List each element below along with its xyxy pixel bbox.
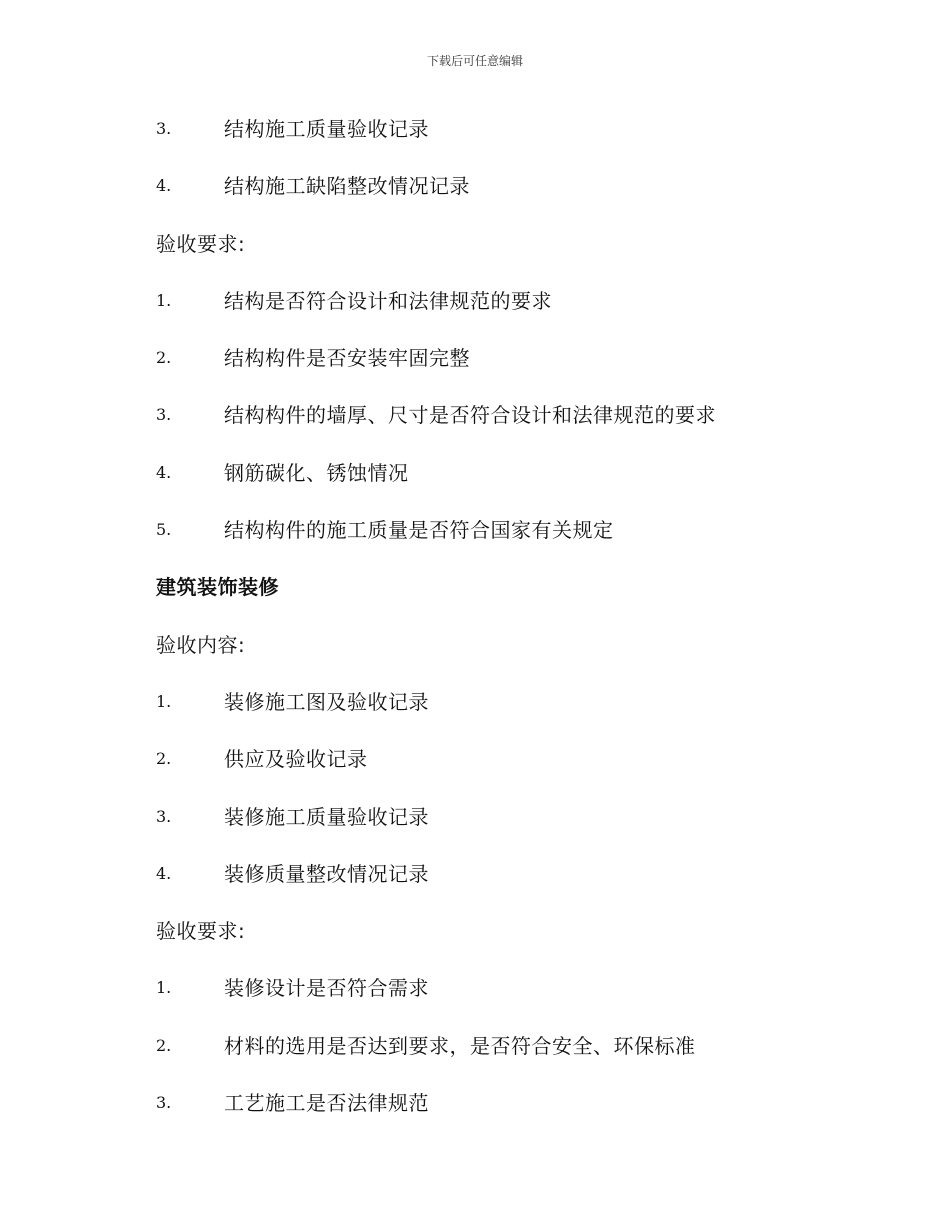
list-item: [156, 171, 856, 228]
list-number: 4.: [156, 176, 172, 196]
list-text: 装修施工质量验收记录: [224, 804, 429, 829]
list-text: 结构是否符合设计和法律规范的要求: [224, 288, 552, 313]
list-item: [156, 515, 856, 572]
list-number: 3.: [156, 1093, 172, 1113]
list-number: 3.: [156, 405, 172, 425]
list-text: 装修设计是否符合需求: [224, 976, 429, 1001]
document-body: [156, 114, 856, 1145]
list-number: 1.: [156, 691, 172, 711]
section-label: 验收内容:: [156, 632, 246, 657]
list-text: 供应及验收记录: [224, 747, 368, 772]
requirements-label: [156, 916, 856, 973]
requirements-label: [156, 229, 856, 286]
list-number: 2.: [156, 1035, 172, 1055]
section-heading: [156, 572, 856, 629]
list-item: [156, 286, 856, 343]
section-label: 验收要求:: [156, 919, 246, 944]
list-text: 结构构件的施工质量是否符合国家有关规定: [224, 518, 614, 543]
list-number: 5.: [156, 520, 172, 540]
list-number: 3.: [156, 806, 172, 826]
list-text: 结构构件的墙厚、尺寸是否符合设计和法律规范的要求: [224, 403, 716, 428]
page-header: 下载后可任意编辑: [426, 54, 523, 68]
list-text: 结构构件是否安装牢固完整: [224, 346, 470, 371]
list-number: 2.: [156, 749, 172, 769]
section-label: 验收要求:: [156, 231, 246, 256]
list-item: [156, 343, 856, 400]
list-text: 装修质量整改情况记录: [224, 861, 429, 886]
list-number: 4.: [156, 462, 172, 482]
list-item: [156, 400, 856, 457]
list-text: 结构施工质量验收记录: [224, 117, 429, 141]
list-item: [156, 1031, 856, 1088]
list-text: 工艺施工是否法律规范: [224, 1091, 429, 1116]
list-text: 结构施工缺陷整改情况记录: [224, 174, 470, 199]
list-item: [156, 458, 856, 515]
list-text: 装修施工图及验收记录: [224, 689, 429, 714]
list-text: 钢筋碳化、锈蚀情况: [224, 460, 409, 485]
section-title: 建筑装饰装修: [156, 575, 279, 600]
list-number: 1.: [156, 290, 172, 310]
list-number: 2.: [156, 348, 172, 368]
list-number: 3.: [156, 119, 172, 138]
list-text: 材料的选用是否达到要求，是否符合安全、环保标准: [224, 1033, 696, 1058]
list-item: [156, 687, 856, 744]
list-item: [156, 859, 856, 916]
list-item: [156, 802, 856, 859]
list-number: 4.: [156, 863, 172, 883]
list-item: [156, 744, 856, 801]
list-item: [156, 1088, 856, 1145]
list-number: 1.: [156, 978, 172, 998]
contents-label: [156, 630, 856, 687]
list-item: [156, 114, 856, 171]
list-item: [156, 973, 856, 1030]
